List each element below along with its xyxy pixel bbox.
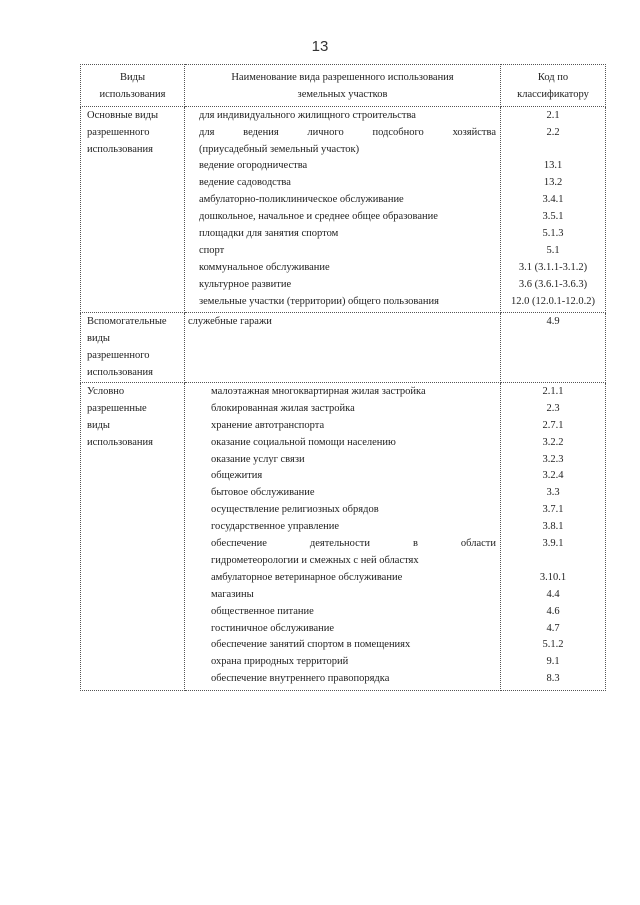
classifier-code: 3.10.1 bbox=[539, 571, 567, 583]
classifier-code: 9.1 bbox=[546, 656, 560, 668]
use-name: обеспечение деятельности в области bbox=[211, 538, 496, 550]
use-name: государственное управление bbox=[211, 521, 340, 533]
use-name: осуществление религиозных обрядов bbox=[211, 504, 379, 516]
classifier-code: 4.7 bbox=[546, 622, 560, 634]
land-use-table bbox=[80, 64, 606, 691]
classifier-code: 3.7.1 bbox=[542, 504, 564, 516]
use-name: служебные гаражи bbox=[188, 316, 272, 328]
header-code bbox=[501, 65, 606, 107]
classifier-code: 2.7.1 bbox=[542, 419, 564, 431]
header-category-line: использования bbox=[99, 88, 166, 100]
classifier-code: 3.2.3 bbox=[542, 453, 564, 465]
classifier-code: 2.1 bbox=[546, 109, 560, 121]
category-line: разрешенные bbox=[87, 402, 147, 414]
classifier-code: 13.1 bbox=[543, 160, 563, 172]
category-line: Основные виды bbox=[87, 109, 159, 121]
header-name-line: Наименование вида разрешенного использования bbox=[231, 72, 454, 83]
use-name: общественное питание bbox=[211, 605, 314, 617]
table-row bbox=[81, 383, 606, 691]
use-name: малоэтажная многоквартирная жилая застройка bbox=[211, 386, 426, 398]
category-line: разрешенного bbox=[87, 350, 150, 362]
category-cell bbox=[81, 313, 185, 383]
category-line: использования bbox=[87, 367, 153, 379]
header-code-line: классификатору bbox=[517, 88, 589, 100]
classifier-code: 3.2.2 bbox=[542, 436, 564, 448]
classifier-code: 2.1.1 bbox=[542, 386, 564, 398]
use-name: ведение огородничества bbox=[199, 160, 308, 172]
category-cell bbox=[81, 383, 185, 691]
table-row bbox=[81, 106, 606, 313]
use-name: общежития bbox=[211, 470, 263, 482]
page-number: 13 bbox=[311, 38, 329, 55]
use-name: площадки для занятия спортом bbox=[199, 228, 339, 240]
classifier-code: 5.1.3 bbox=[542, 228, 564, 240]
classifier-code: 2.3 bbox=[546, 402, 560, 414]
category-line: разрешенного bbox=[87, 126, 150, 138]
category-line: Вспомогательные bbox=[87, 316, 167, 328]
use-name-continuation: (приусадебный земельный участок) bbox=[199, 143, 360, 155]
classifier-code: 5.1.2 bbox=[542, 639, 564, 651]
classifier-code: 4.4 bbox=[546, 588, 560, 600]
category-line: использования bbox=[87, 143, 153, 155]
use-name: дошкольное, начальное и среднее общее образование bbox=[199, 211, 438, 223]
classifier-code: 3.9.1 bbox=[542, 538, 564, 550]
use-name: оказание социальной помощи населению bbox=[211, 436, 396, 448]
classifier-code: 3.5.1 bbox=[542, 211, 564, 223]
use-name-cell bbox=[185, 313, 501, 383]
use-name: хранение автотранспорта bbox=[211, 419, 325, 431]
use-name: магазины bbox=[211, 588, 254, 600]
classifier-code: 3.3 bbox=[546, 487, 560, 499]
code-cell bbox=[501, 313, 606, 383]
classifier-code: 5.1 bbox=[546, 244, 560, 256]
use-name: бытовое обслуживание bbox=[211, 487, 315, 499]
classifier-code: 3.6 (3.6.1-3.6.3) bbox=[518, 278, 588, 290]
use-name: культурное развитие bbox=[199, 278, 292, 290]
header-name-line: земельных участков bbox=[297, 88, 388, 100]
header-category-line: Виды bbox=[119, 72, 146, 83]
classifier-code: 3.1 (3.1.1-3.1.2) bbox=[518, 261, 588, 273]
header-code-line: Код по bbox=[537, 72, 569, 83]
use-name: охрана природных территорий bbox=[211, 656, 349, 668]
use-name: для ведения личного подсобного хозяйства bbox=[199, 126, 496, 138]
use-name: блокированная жилая застройка bbox=[211, 402, 355, 414]
category-cell bbox=[81, 106, 185, 313]
use-name: гостиничное обслуживание bbox=[211, 622, 335, 634]
category-line: Условно bbox=[87, 386, 125, 398]
classifier-code: 3.8.1 bbox=[542, 521, 564, 533]
use-name: оказание услуг связи bbox=[211, 453, 305, 465]
classifier-code: 8.3 bbox=[546, 673, 560, 685]
code-spacer bbox=[501, 553, 605, 570]
use-name: амбулаторно-поликлиническое обслуживание bbox=[199, 194, 404, 206]
use-name: обеспечение внутреннего правопорядка bbox=[211, 673, 390, 685]
use-name-cell bbox=[185, 106, 501, 313]
use-name-cell bbox=[185, 383, 501, 691]
classifier-code: 12.0 (12.0.1-12.0.2) bbox=[511, 295, 595, 307]
classifier-code: 3.4.1 bbox=[542, 194, 564, 206]
use-name: спорт bbox=[199, 244, 225, 256]
category-line: использования bbox=[87, 436, 153, 448]
category-line: виды bbox=[87, 333, 110, 345]
use-name: обеспечение занятий спортом в помещениях bbox=[211, 639, 411, 651]
use-name-continuation: гидрометеорологии и смежных с ней областях bbox=[211, 554, 419, 566]
use-name: для индивидуального жилищного строительства bbox=[199, 109, 416, 121]
code-cell bbox=[501, 106, 606, 313]
table-header-row bbox=[81, 65, 606, 107]
use-name: земельные участки (территории) общего пользования bbox=[199, 295, 439, 307]
classifier-code: 2.2 bbox=[546, 126, 560, 138]
classifier-code: 13.2 bbox=[543, 177, 563, 189]
classifier-code: 3.2.4 bbox=[542, 470, 564, 482]
classifier-code: 4.6 bbox=[546, 605, 560, 617]
classifier-code: 4.9 bbox=[546, 316, 560, 328]
category-line: виды bbox=[87, 419, 110, 431]
use-name: коммунальное обслуживание bbox=[199, 261, 330, 273]
use-name: ведение садоводства bbox=[199, 177, 291, 189]
code-cell bbox=[501, 383, 606, 691]
header-name bbox=[185, 65, 501, 107]
use-name: амбулаторное ветеринарное обслуживание bbox=[211, 571, 403, 583]
code-spacer bbox=[501, 142, 605, 159]
header-category bbox=[81, 65, 185, 107]
table-row bbox=[81, 313, 606, 383]
